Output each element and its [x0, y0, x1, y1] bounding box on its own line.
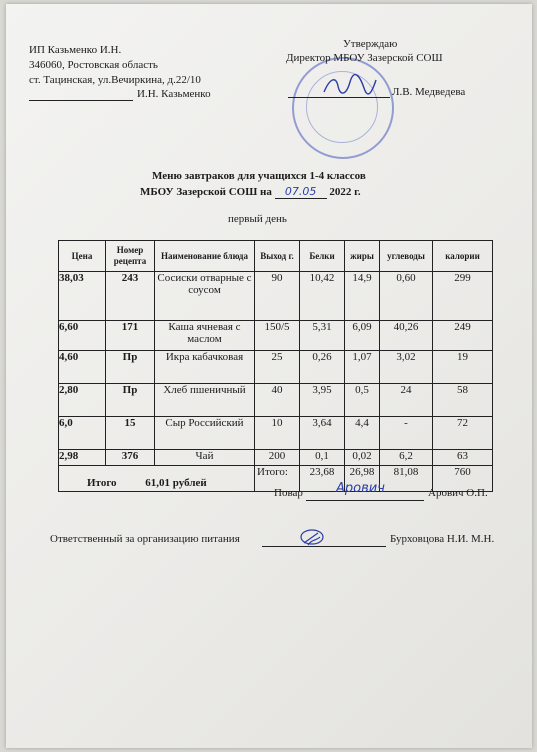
- cell-price: 2,98: [59, 450, 106, 466]
- cell-protein: 10,42: [300, 272, 345, 321]
- cell-recipe: 243: [106, 272, 155, 321]
- cell-price: 2,80: [59, 384, 106, 417]
- approve-label: Утверждаю: [343, 38, 398, 50]
- table-row: [59, 272, 493, 321]
- ip-address-street: ст. Тацинская, ул.Вечиркина, д.22/10: [29, 74, 201, 86]
- ip-name: ИП Казьменко И.Н.: [29, 44, 122, 56]
- header-recipe: Номер рецепта: [106, 241, 155, 272]
- cell-dish: Сыр Российский: [155, 417, 255, 450]
- cell-price: 38,03: [59, 272, 106, 321]
- cook-signature: Арович: [336, 481, 385, 496]
- total-label: Итого: [87, 477, 117, 489]
- cell-recipe: Пр: [106, 384, 155, 417]
- total-protein: 23,68: [300, 466, 345, 492]
- cell-dish: Сосиски отварные с соусом: [155, 272, 255, 321]
- cell-dish: Чай: [155, 450, 255, 466]
- header-kcal: калории: [433, 241, 493, 272]
- cell-dish: Каша ячневая с маслом: [155, 321, 255, 351]
- cell-fat: 1,07: [345, 351, 380, 384]
- cell-protein: 5,31: [300, 321, 345, 351]
- cell-yield: 90: [255, 272, 300, 321]
- cell-kcal: 58: [433, 384, 493, 417]
- table-row: [59, 321, 493, 351]
- responsible-name: Бурховцова Н.И. М.Н.: [390, 533, 495, 545]
- cook-signature-line: [306, 500, 424, 501]
- cell-price: 6,60: [59, 321, 106, 351]
- cell-fat: 4,4: [345, 417, 380, 450]
- cell-protein: 0,26: [300, 351, 345, 384]
- cell-fat: 14,9: [345, 272, 380, 321]
- ip-address-region: 346060, Ростовская область: [29, 59, 158, 71]
- cell-fat: 6,09: [345, 321, 380, 351]
- cell-recipe: 376: [106, 450, 155, 466]
- cell-carbs: 40,26: [380, 321, 433, 351]
- table-header-row: [59, 241, 493, 272]
- cell-yield: 25: [255, 351, 300, 384]
- responsible-label: Ответственный за организацию питания: [50, 533, 240, 545]
- table-row: [59, 351, 493, 384]
- cell-kcal: 72: [433, 417, 493, 450]
- cell-kcal: 249: [433, 321, 493, 351]
- total-price-cell: [59, 466, 255, 492]
- menu-school-prefix: МБОУ Зазерской СОШ на: [140, 186, 272, 198]
- cook-name: Арович О.П.: [428, 487, 488, 499]
- total-price: 61,01 рублей: [145, 477, 207, 489]
- cell-fat: 0,02: [345, 450, 380, 466]
- total-fat: 26,98: [345, 466, 380, 492]
- menu-school-line: [140, 185, 361, 199]
- cell-carbs: -: [380, 417, 433, 450]
- cell-protein: 0,1: [300, 450, 345, 466]
- cell-recipe: Пр: [106, 351, 155, 384]
- director-title: Директор МБОУ Зазерской СОШ: [286, 52, 443, 64]
- header-yield: Выход г.: [255, 241, 300, 272]
- cell-dish: Хлеб пшеничный: [155, 384, 255, 417]
- director-signature: [320, 72, 380, 100]
- menu-title: Меню завтраков для учащихся 1-4 классов: [152, 170, 366, 182]
- cell-price: 4,60: [59, 351, 106, 384]
- header-carbs: углеводы: [380, 241, 433, 272]
- menu-year: 2022 г.: [329, 186, 361, 198]
- ip-signature-line: [29, 100, 133, 101]
- header-protein: Белки: [300, 241, 345, 272]
- cell-yield: 40: [255, 384, 300, 417]
- director-sign-name: Л.В. Медведева: [392, 86, 466, 98]
- cell-dish: Икра кабачковая: [155, 351, 255, 384]
- totals-label: Итого:: [255, 466, 300, 492]
- cell-protein: 3,64: [300, 417, 345, 450]
- cell-yield: 10: [255, 417, 300, 450]
- total-kcal: 760: [433, 466, 493, 492]
- cell-yield: 150/5: [255, 321, 300, 351]
- cell-carbs: 24: [380, 384, 433, 417]
- cell-carbs: 0,60: [380, 272, 433, 321]
- table-row: [59, 384, 493, 417]
- cell-price: 6,0: [59, 417, 106, 450]
- responsible-signature: [298, 527, 326, 551]
- header-price: Цена: [59, 241, 106, 272]
- cell-carbs: 6,2: [380, 450, 433, 466]
- cell-recipe: 171: [106, 321, 155, 351]
- cell-fat: 0,5: [345, 384, 380, 417]
- total-carbs: 81,08: [380, 466, 433, 492]
- ip-sign-name: И.Н. Казьменко: [137, 88, 211, 100]
- menu-table: [58, 240, 493, 492]
- table-row: [59, 450, 493, 466]
- menu-day: первый день: [228, 213, 287, 225]
- cell-protein: 3,95: [300, 384, 345, 417]
- header-dish: Наименование блюда: [155, 241, 255, 272]
- header-fat: жиры: [345, 241, 380, 272]
- menu-date: 07.05: [275, 185, 327, 199]
- cell-recipe: 15: [106, 417, 155, 450]
- cell-carbs: 3,02: [380, 351, 433, 384]
- cell-yield: 200: [255, 450, 300, 466]
- table-row: [59, 417, 493, 450]
- cook-label: Повар: [274, 487, 303, 499]
- cell-kcal: 63: [433, 450, 493, 466]
- cell-kcal: 19: [433, 351, 493, 384]
- cell-kcal: 299: [433, 272, 493, 321]
